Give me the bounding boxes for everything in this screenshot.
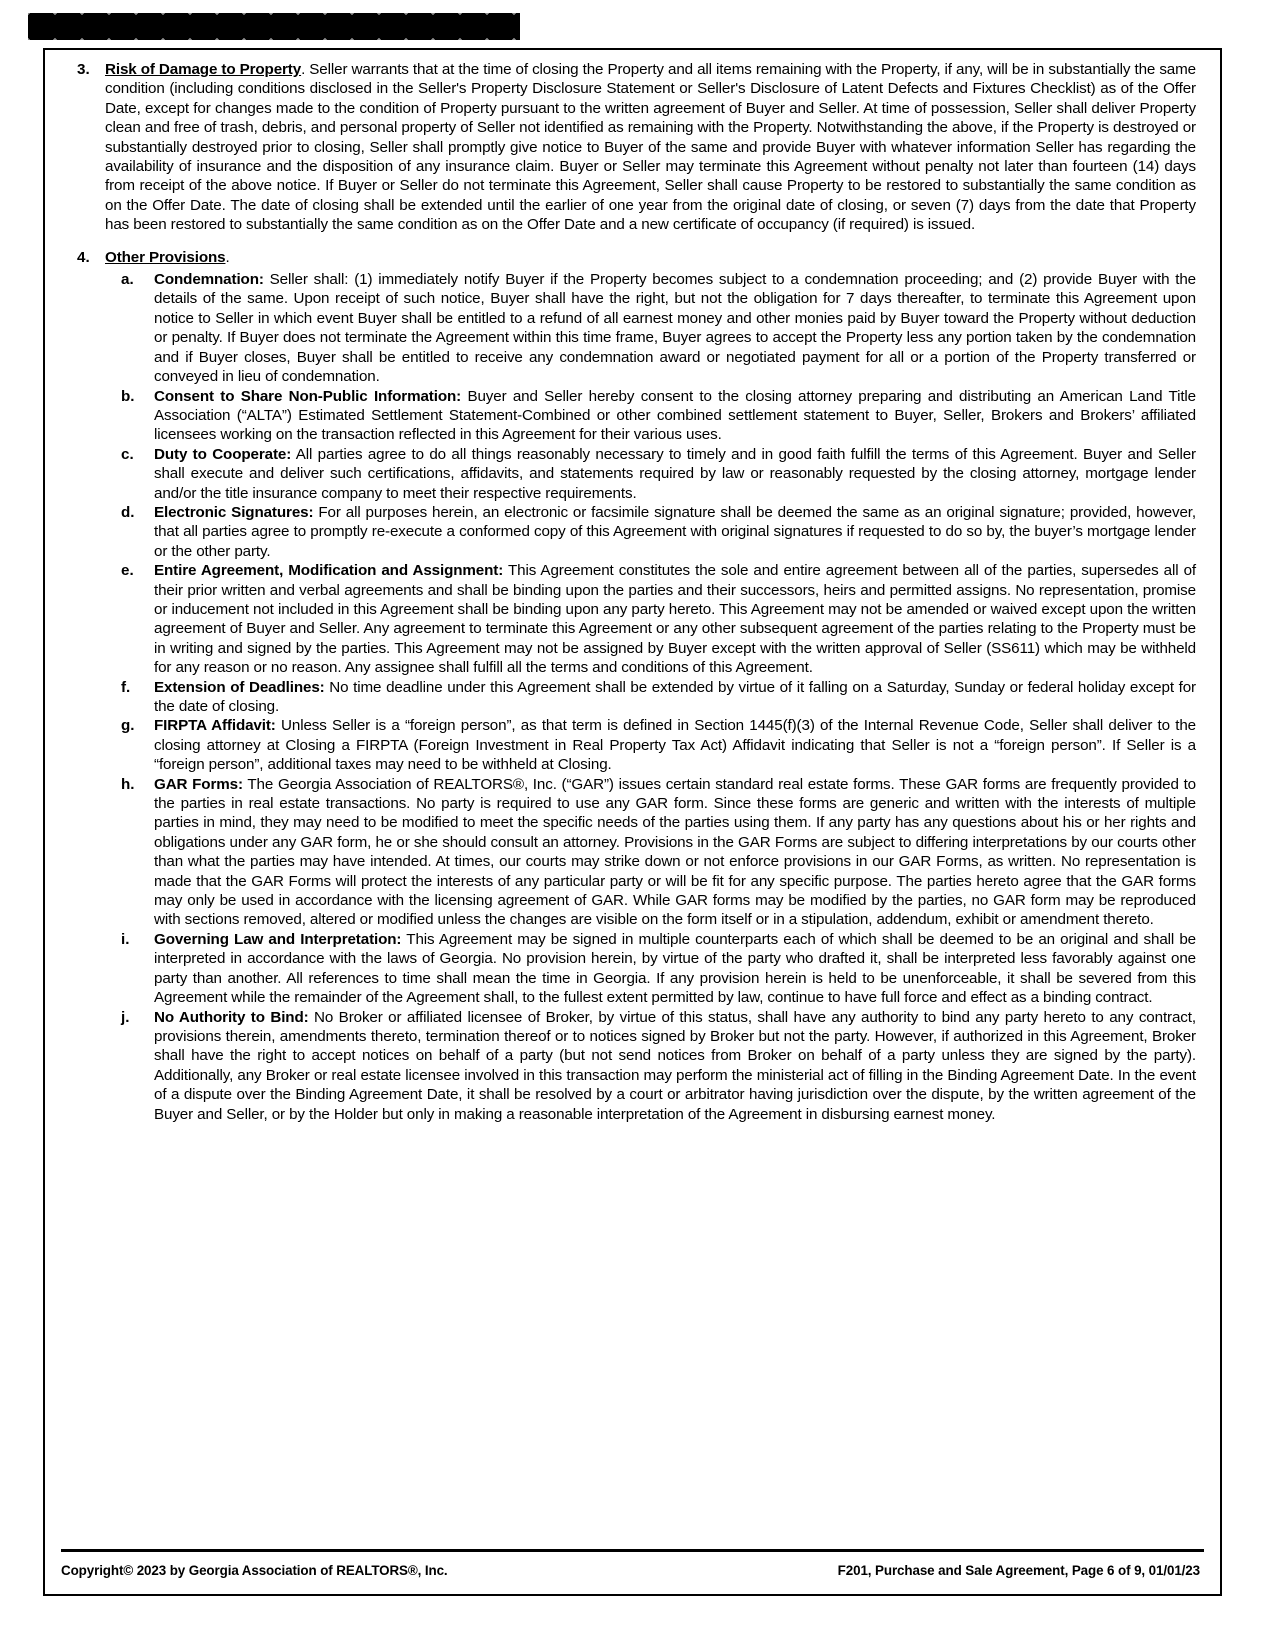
subsection-paragraph [154,503,1196,561]
section-number: 4. [77,248,90,266]
document-content [61,60,1196,1137]
subsection-body: The Georgia Association of REALTORS®, Inc. (“GAR”) issues certain standard real estate forms. These GAR forms are frequently provided to the parties in real estate transactions. No party is required to use any GAR form. Since these forms are generic and written with the interests of multiple parties in mind, they may need to be modified to meet the specific needs of the parties using them. If any party has any questions about his or her rights and obligations under any GAR form, he or she should consult an attorney. Provisions in the GAR Forms are subject to differing interpretations by our courts other than what the parties may have intended. At times, our courts may strike down or not enforce provisions in our GAR Forms, as written. No representation is made that the GAR Forms will protect the interests of any particular party or will be fit for any specific purpose. The parties hereto agree that the GAR forms may only be used in accordance with the licensing agreement of GAR. While GAR forms may be modified by the parties, no GAR form may be reproduced with sections removed, altered or modified unless the changes are visible on the form itself or in a stipulation, addendum, exhibit or amendment thereto. [154,775,1196,929]
subsection-paragraph [154,561,1196,677]
subsection-body: No Broker or affiliated licensee of Broker, by virtue of this status, shall have any authority to bind any party hereto to any contract, provisions therein, amendments thereto, termination thereof or to notices signed by Broker but not the party. However, if authorized in this Agreement, Broker shall have the right to accept notices on behalf of a party (but not send notices from Broker on behalf of a party unless they are signed by the party). Additionally, any Broker or real estate licensee involved in this transaction may perform the ministerial act of filling in the Binding Agreement Date. In the event of a dispute over the Binding Agreement Date, it shall be resolved by a court or arbitrator having jurisdiction over the dispute, by the written agreement of the Buyer and Seller, or by the Holder but only in making a reasonable interpretation of the Agreement in disbursing earnest money. [154,1008,1196,1123]
subsection-paragraph [154,930,1196,1008]
lettered-subsections-list [105,270,1196,1124]
subsection-extension-of-deadlines [105,678,1196,717]
subsection-heading: Entire Agreement, Modification and Assignment: [154,562,504,580]
subsection-body: Buyer and Seller hereby consent to the closing attorney preparing and distributing an American Land Title Association (“ALTA”) Estimated Settlement Statement-Combined or other combined settlement statement to Buyer, Seller, Brokers and Brokers’ affiliated licensees working on the transaction reflected in this Agreement for their various uses. [154,387,1196,444]
subsection-body: This Agreement constitutes the sole and entire agreement between all of the parties, supersedes all of their prior written and verbal agreements and shall be binding upon the parties and their successors, heirs and permitted assigns. No representation, promise or inducement not included in this Agreement shall be binding upon any party hereto. This Agreement may not be amended or waived except upon the written agreement of Buyer and Seller. Any agreement to terminate this Agreement or any other subsequent agreement of the parties relating to the Property must be in writing and signed by the parties. This Agreement may not be assigned by Buyer except with the written approval of Seller (SS611) which may be withheld for any reason or no reason. Any assignee shall fulfill all the terms and conditions of this Agreement. [154,562,1196,677]
subsection-paragraph [154,775,1196,930]
document-frame [43,48,1222,1596]
numbered-sections-list [61,60,1196,1124]
subsection-heading: Governing Law and Interpretation: [154,930,402,948]
section-paragraph [105,248,1196,267]
footer-copyright: Copyright© 2023 by Georgia Association of REALTORS®, Inc. [61,1562,448,1578]
page-footer [61,1558,1204,1582]
subsection-body: Unless Seller is a “foreign person”, as that term is defined in Section 1445(f)(3) of the Internal Revenue Code, Seller shall deliver to the closing attorney at Closing a FIRPTA (Foreign Investment in Real Property Tax Act) Affidavit indicating that Seller is not a “foreign person”. If Seller is a “foreign person”, additional taxes may need to be withheld at Closing. [154,717,1196,774]
subsection-heading: Consent to Share Non-Public Information: [154,387,462,405]
subsection-entire-agreement-modification-and-assignment [105,561,1196,677]
subsection-paragraph [154,678,1196,717]
section-heading-suffix: . [301,61,306,78]
subsection-letter: i. [121,930,130,948]
section-risk-of-damage-to-property [61,60,1196,235]
subsection-letter: f. [121,678,131,696]
subsection-paragraph [154,445,1196,503]
section-paragraph [105,60,1196,235]
subsection-body: For all purposes herein, an electronic or facsimile signature shall be deemed the same as an original signature; provided, however, that all parties agree to promptly re-execute a conformed copy of this Agreement with original signatures if requested to do so by, the buyer’s mortgage lender or the other party. [154,503,1196,560]
subsection-paragraph [154,387,1196,445]
section-heading: Risk of Damage to Property [105,61,302,78]
footer-form-reference: F201, Purchase and Sale Agreement, Page 6 of 9, 01/01/23 [837,1562,1200,1578]
section-body: Seller warrants that at the time of closing the Property and all items remaining with the Property, if any, will be in substantially the same condition (including conditions disclosed in the Seller's Property Disclosure Statement or Seller's Disclosure of Latent Defects and Fixtures Checklist) as of the Offer Date, except for changes made to the condition of Property pursuant to the written agreement of Buyer and Seller. At time of possession, Seller shall deliver Property clean and free of trash, debris, and personal property of Seller not identified as remaining with the Property. Notwithstanding the above, if the Property is destroyed or substantially destroyed prior to closing, Seller shall promptly give notice to Buyer of the same and provide Buyer with whatever information Seller has regarding the availability of insurance and the disposition of any insurance claim. Buyer or Seller may terminate this Agreement without penalty not later than fourteen (14) days from receipt of the above notice. If Buyer or Seller do not terminate this Agreement, Seller shall cause Property to be restored to substantially the same condition as on the Offer Date. The date of closing shall be extended until the earlier of one year from the original date of closing, or seven (7) days from the date that Property has been restored to substantially the same condition as on the Offer Date and a new certificate of occupancy (if required) is issued. [105,61,1196,234]
subsection-letter: g. [121,717,135,735]
subsection-body: Seller shall: (1) immediately notify Buyer if the Property becomes subject to a condemnation proceeding; and (2) provide Buyer with the details of the same. Upon receipt of such notice, Buyer shall have the right, but not the obligation for 7 days thereafter, to terminate this Agreement upon notice to Seller in which event Buyer shall be entitled to a refund of all earnest money and other monies paid by Buyer toward the Property without deduction or penalty. If Buyer does not terminate the Agreement within this time frame, Buyer agrees to accept the Property less any portion taken by the condemnation and if Buyer closes, Buyer shall be entitled to receive any condemnation award or negotiated payment for all or a portion of the Property transferred or conveyed in lieu of condemnation. [154,271,1196,386]
subsection-gar-forms [105,775,1196,930]
subsection-body: All parties agree to do all things reasonably necessary to timely and in good faith fulfill the terms of this Agreement. Buyer and Seller shall execute and deliver such certifications, affidavits, and statements required by law or reasonably requested by the closing attorney, mortgage lender and/or the title insurance company to meet their respective requirements. [154,445,1196,502]
subsection-no-authority-to-bind [105,1008,1196,1124]
footer-divider [61,1549,1204,1552]
subsection-heading: FIRPTA Affidavit: [154,717,276,735]
subsection-electronic-signatures [105,503,1196,561]
subsection-heading: Condemnation: [154,271,264,289]
subsection-governing-law-and-interpretation [105,930,1196,1008]
subsection-consent-to-share-non-public-information [105,387,1196,445]
subsection-heading: GAR Forms: [154,775,243,793]
subsection-paragraph [154,716,1196,774]
subsection-letter: c. [121,445,134,463]
subsection-letter: h. [121,775,135,793]
subsection-heading: Duty to Cooperate: [154,445,292,463]
subsection-heading: Electronic Signatures: [154,503,314,521]
subsection-letter: a. [121,271,134,289]
redaction-bar-artifact [28,13,520,40]
subsection-condemnation [105,270,1196,386]
subsection-heading: Extension of Deadlines: [154,678,325,696]
subsection-body: This Agreement may be signed in multiple counterparts each of which shall be deemed to be an original and shall be interpreted in accordance with the laws of Georgia. No provision herein, by virtue of the party who drafted it, shall be interpreted less favorably against one party than another. All references to time shall mean the time in Georgia. If any provision herein is held to be unenforceable, it shall be severed from this Agreement while the remainder of the Agreement shall, to the fullest extent permitted by law, continue to have full force and effect as a binding contract. [154,930,1196,1007]
subsection-firpta-affidavit [105,716,1196,774]
subsection-letter: d. [121,503,135,521]
section-number: 3. [77,61,90,78]
section-heading: Other Provisions [105,248,226,266]
section-heading-suffix: . [225,248,230,266]
subsection-paragraph [154,1008,1196,1124]
section-other-provisions [61,248,1196,1124]
subsection-letter: j. [121,1008,130,1026]
subsection-letter: e. [121,562,134,580]
subsection-paragraph [154,270,1196,386]
subsection-body: No time deadline under this Agreement shall be extended by virtue of it falling on a Saturday, Sunday or federal holiday except for the date of closing. [154,678,1196,715]
subsection-duty-to-cooperate [105,445,1196,503]
subsection-heading: No Authority to Bind: [154,1008,309,1026]
subsection-letter: b. [121,387,135,405]
